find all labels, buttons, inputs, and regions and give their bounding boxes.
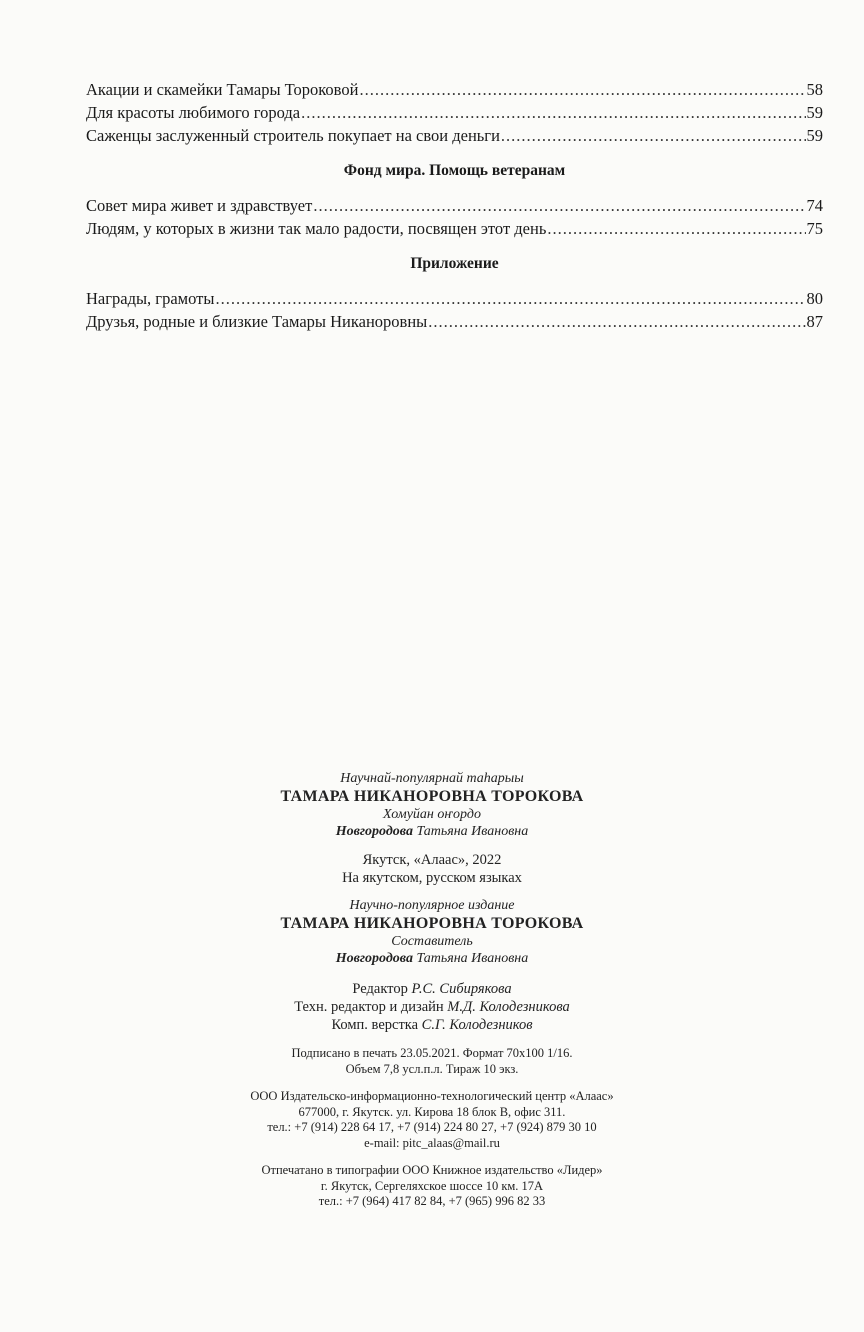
toc-dot-leader xyxy=(359,78,805,101)
tech-editor-name: М.Д. Колодезникова xyxy=(447,999,570,1015)
table-of-contents xyxy=(86,78,823,333)
toc-dot-leader xyxy=(313,194,805,217)
yakut-book-title: ТАМАРА НИКАНОРОВНА ТОРОКОВА xyxy=(280,788,584,805)
compiler-name: Татьяна Ивановна xyxy=(416,824,529,839)
toc-entry-page: 80 xyxy=(806,289,823,308)
yakut-compiler xyxy=(0,823,864,841)
toc-section-title: Фонд мира. Помощь ветеранам xyxy=(343,162,566,179)
toc-entry xyxy=(86,310,823,333)
publisher-line: 677000, г. Якутск. ул. Кирова 18 блок В, офис 311. xyxy=(298,1104,566,1119)
russian-genre: Научно-популярное издание xyxy=(349,898,515,913)
toc-entry-page: 59 xyxy=(806,126,823,145)
toc-entry-title: Совет мира живет и здравствует xyxy=(86,196,313,215)
printer-line: Отпечатано в типографии ООО Книжное издательство «Лидер» xyxy=(261,1163,603,1177)
toc-dot-leader xyxy=(428,310,805,333)
printer-line: тел.: +7 (964) 417 82 84, +7 (965) 996 82 33 xyxy=(318,1194,546,1208)
compiler-name: Татьяна Ивановна xyxy=(416,951,529,966)
layout-name: С.Г. Колодезников xyxy=(421,1017,533,1033)
yakut-genre: Научнай-популярнай таһарыы xyxy=(340,771,524,786)
toc-dot-leader xyxy=(501,124,806,147)
languages: На якутском, русском языках xyxy=(342,870,522,886)
publisher-line: тел.: +7 (914) 228 64 17, +7 (914) 224 80 27, +7 (924) 879 30 10 xyxy=(267,1120,597,1134)
publisher-line: ООО Издательско-информационно-технологический центр «Алаас» xyxy=(250,1089,614,1103)
toc-entry-page: 75 xyxy=(806,219,823,238)
print-info-line: Объем 7,8 усл.п.л. Тираж 10 экз. xyxy=(345,1061,519,1076)
compiler-surname: Новгородова xyxy=(335,951,413,966)
toc-entry xyxy=(86,217,823,240)
imprint-block xyxy=(0,770,864,1210)
toc-entry xyxy=(86,78,823,101)
russian-compiler xyxy=(0,950,864,968)
toc-entry xyxy=(86,124,823,147)
toc-entry-page: 59 xyxy=(806,103,823,122)
toc-dot-leader xyxy=(547,217,805,240)
printer-line: г. Якутск, Сергеляхское шоссе 10 км. 17А xyxy=(320,1178,544,1193)
russian-book-title: ТАМАРА НИКАНОРОВНА ТОРОКОВА xyxy=(280,915,584,932)
layout-credit xyxy=(0,1016,864,1034)
editor-label: Редактор xyxy=(352,981,408,997)
tech-editor-credit xyxy=(0,998,864,1016)
russian-compiler-role: Составитель xyxy=(391,934,473,949)
city-year: Якутск, «Алаас», 2022 xyxy=(362,852,502,868)
toc-entry-title: Награды, грамоты xyxy=(86,289,215,308)
layout-label: Комп. верстка xyxy=(331,1017,419,1033)
yakut-compiler-role: Хомуйан оҥордо xyxy=(383,807,481,822)
print-info-line: Подписано в печать 23.05.2021. Формат 70х100 1/16. xyxy=(291,1046,573,1060)
toc-entry-title: Друзья, родные и близкие Тамары Никаноровны xyxy=(86,312,428,331)
toc-entry-page: 58 xyxy=(806,80,823,99)
publisher-line: e-mail: pitc_alaas@mail.ru xyxy=(364,1135,500,1150)
toc-dot-leader xyxy=(301,101,805,124)
toc-entry-title: Людям, у которых в жизни так мало радости, посвящен этот день xyxy=(86,219,547,238)
toc-dot-leader xyxy=(215,287,805,310)
toc-section-title: Приложение xyxy=(410,255,499,272)
toc-entry xyxy=(86,194,823,217)
toc-entry-page: 87 xyxy=(806,312,823,331)
toc-entry-title: Акации и скамейки Тамары Тороковой xyxy=(86,80,359,99)
toc-entry-page: 74 xyxy=(806,196,823,215)
toc-entry-title: Для красоты любимого города xyxy=(86,103,301,122)
toc-entry xyxy=(86,287,823,310)
editor-name: Р.С. Сибирякова xyxy=(411,981,512,997)
compiler-surname: Новгородова xyxy=(335,824,413,839)
editor-credit xyxy=(0,980,864,998)
toc-entry-title: Саженцы заслуженный строитель покупает на свои деньги xyxy=(86,126,500,145)
tech-editor-label: Техн. редактор и дизайн xyxy=(294,999,444,1015)
toc-entry xyxy=(86,101,823,124)
